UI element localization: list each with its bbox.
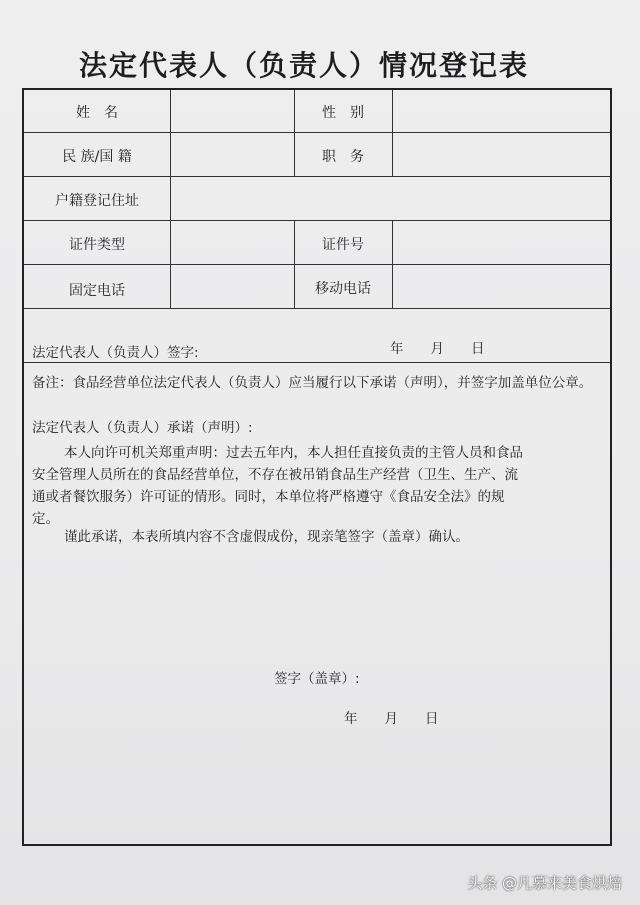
- pledge-heading: 法定代表人（负责人）承诺（声明）:: [32, 420, 253, 436]
- gender-label: 性 别: [322, 105, 364, 121]
- pledge-line: 安全管理人员所在的食品经营单位，不存在被吊销食品生产经营（卫生、生产、流: [32, 467, 518, 483]
- pledge-line: 定。: [32, 511, 59, 527]
- id-type-field[interactable]: [171, 221, 294, 264]
- address-label: 户籍登记住址: [55, 193, 139, 209]
- name-field[interactable]: [171, 90, 294, 132]
- pledge-line: 本人向许可机关郑重声明：过去五年内，本人担任直接负责的主管人员和食品: [64, 445, 523, 461]
- ethnicity-field[interactable]: [171, 133, 294, 176]
- form-title: 法定代表人（负责人）情况登记表: [78, 49, 529, 82]
- position-label: 职 务: [322, 149, 364, 165]
- id-type-label: 证件类型: [69, 237, 125, 253]
- address-field[interactable]: [171, 177, 610, 220]
- landline-label: 固定电话: [69, 283, 125, 299]
- signature-date: 年 月 日: [390, 341, 485, 357]
- watermark: 头条 @凡慕来美食烘焙: [467, 874, 622, 892]
- name-label: 姓 名: [76, 105, 118, 121]
- bottom-sign-label: 签字（盖章）:: [274, 671, 360, 687]
- confirm-text: 谨此承诺，本表所填内容不含虚假成份，现亲笔签字（盖章）确认。: [64, 529, 469, 545]
- id-number-label: 证件号: [322, 237, 364, 253]
- form-frame: [22, 88, 612, 846]
- note-text: 备注：食品经营单位法定代表人（负责人）应当履行以下承诺（声明），并签字加盖单位公章。: [32, 375, 593, 391]
- id-number-field[interactable]: [393, 221, 610, 264]
- gender-field[interactable]: [393, 90, 610, 132]
- bottom-date: 年 月 日: [344, 711, 439, 727]
- pledge-line: 通或者餐饮服务）许可证的情形。同时，本单位将严格遵守《食品安全法》的规: [32, 489, 505, 505]
- position-field[interactable]: [393, 133, 610, 176]
- mobile-field[interactable]: [393, 265, 610, 308]
- ethnicity-label: 民 族/国 籍: [62, 149, 132, 165]
- mobile-label: 移动电话: [315, 281, 371, 297]
- row-divider: [24, 308, 610, 309]
- signature-label: 法定代表人（负责人）签字:: [32, 345, 199, 361]
- landline-field[interactable]: [171, 265, 294, 308]
